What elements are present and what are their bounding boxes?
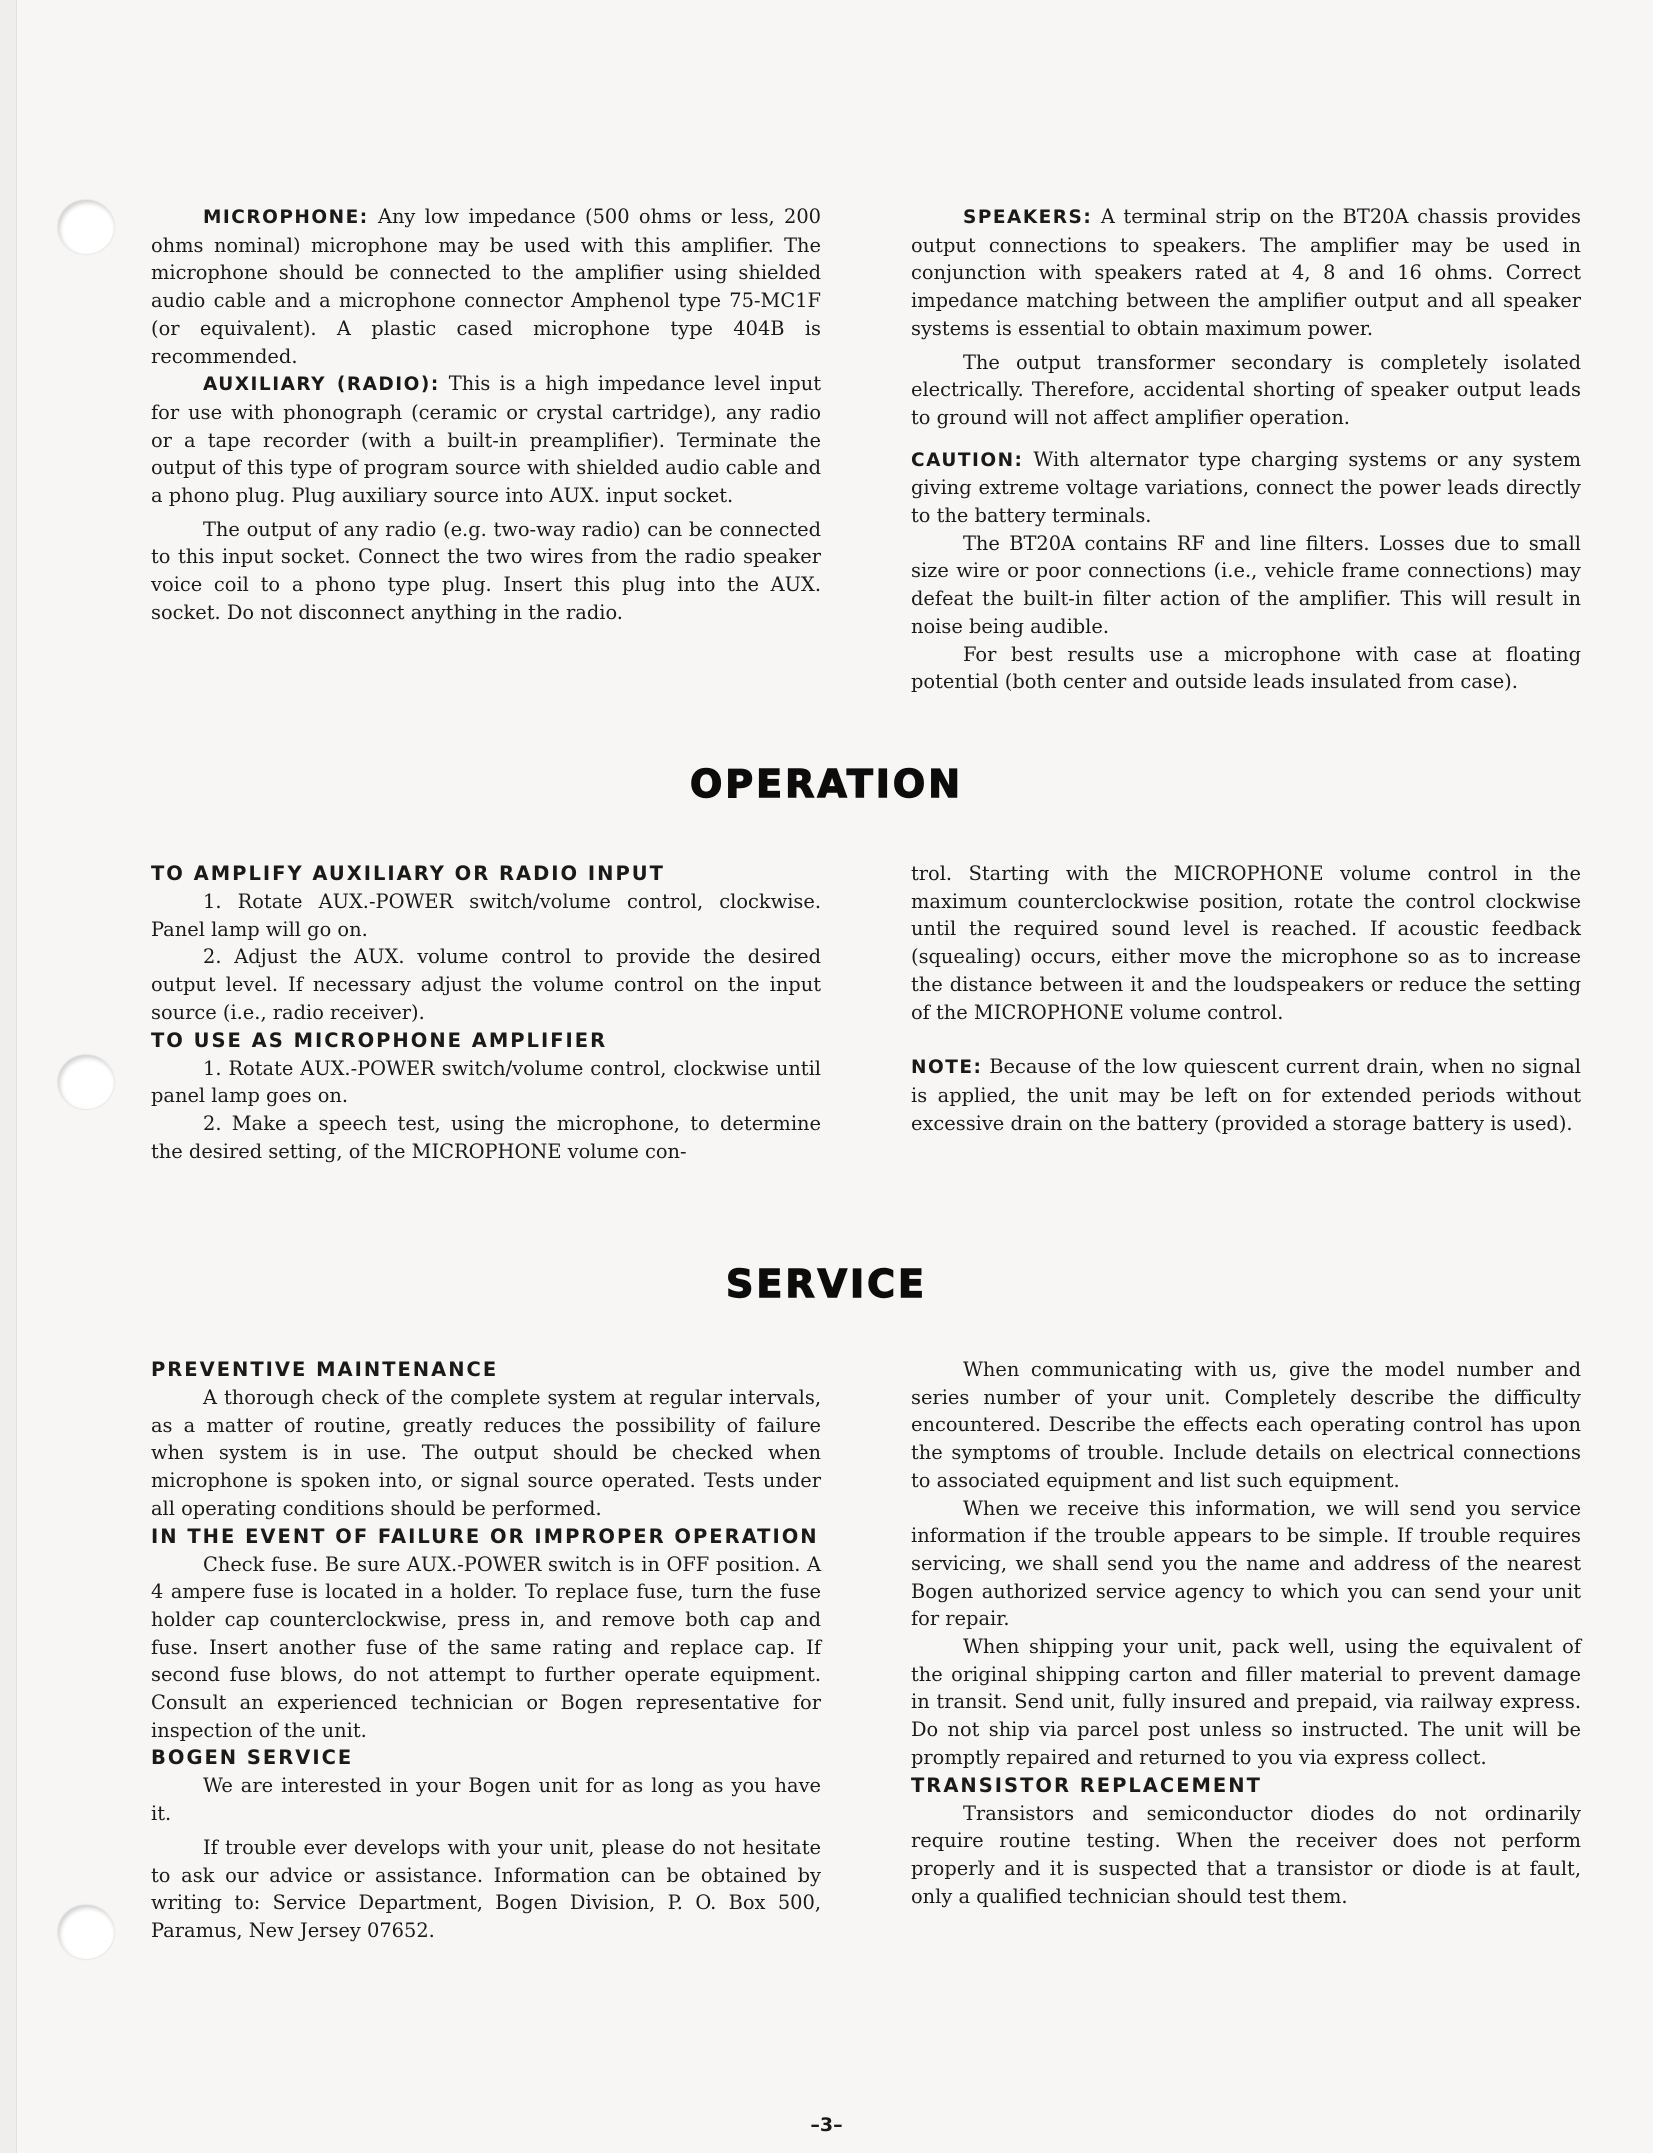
preventive-maintenance-text: A thorough check of the complete system at regular intervals, as a matter of routine, greatly reduces the possibility of failure when system is in use. The output should be checked when microphone is spoken into, or signal source operated. Tests under all operating conditions should be performed. [151,1386,821,1520]
transistor-replacement-heading: TRANSISTOR REPLACEMENT [911,1773,1262,1797]
failure-heading: IN THE EVENT OF FAILURE OR IMPROPER OPERATION [151,1524,819,1548]
auxiliary-lead: AUXILIARY (RADIO): [203,374,440,396]
note-lead: NOTE: [911,1057,983,1079]
operation-right-column [911,860,1581,1137]
punch-hole-top [58,200,114,254]
caution-text: With alternator type charging systems or any system giving extreme voltage variations, connect the power leads directly to the battery terminals. [911,447,1581,528]
installation-left-column [151,203,821,627]
bogen-service-heading: BOGEN SERVICE [151,1746,354,1770]
page-edge [0,0,17,2153]
caution-paragraph [911,446,1581,530]
punch-hole-middle [58,1055,114,1109]
operation-left-column [151,860,821,1165]
aux-step-2: 2. Adjust the AUX. volume control to provide the desired output level. If necessary adjust the volume control on the input source (i.e., radio receiver). [151,945,821,1024]
bogen-service-text-1: We are interested in your Bogen unit for as long as you have it. [151,1774,821,1826]
service-left-column [151,1356,821,1945]
installation-right-column [911,203,1581,696]
service-right-column [911,1356,1581,1910]
preventive-maintenance-heading: PREVENTIVE MAINTENANCE [151,1358,499,1381]
shipping-paragraph: When shipping your unit, pack well, using the equivalent of the original shipping carton and filler material to prevent damage in transit. Send unit, fully insured and prepaid, via railway express. Do not ship via parcel post unless so instructed. The unit will be promptly repaired and returned to you via express collect. [911,1635,1581,1769]
communicating-paragraph: When communicating with us, give the model number and series number of your unit. Completely describe the difficulty encountered. Describe the effects each operating control has upon the symptoms of trouble. Include details on electrical connections to associated equipment and list such equipment. [911,1358,1581,1492]
failure-text: Check fuse. Be sure AUX.-POWER switch is in OFF position. A 4 ampere fuse is located in a holder. To replace fuse, turn the fuse holder cap counterclockwise, press in, and remove both cap and fuse. Insert another fuse of the same rating and replace cap. If second fuse blows, do not attempt to further operate equipment. Consult an experienced technician or Bogen representative for inspection of the unit. [151,1552,821,1742]
service-title: SERVICE [726,1262,927,1306]
aux-step-1: 1. Rotate AUX.-POWER switch/volume control, clockwise. Panel lamp will go on. [151,890,821,941]
microphone-lead: MICROPHONE: [203,207,369,228]
mic-step-2-continued: trol. Starting with the MICROPHONE volume control in the maximum counterclockwise position, rotate the control clockwise until the required sound level is reached. If acoustic feedback (squealing) occurs, either move the microphone so as to increase the distance between it and the loudspeakers or reduce the setting of the MICROPHONE volume control. [911,862,1581,1024]
mic-step-2: 2. Make a speech test, using the microphone, to determine the desired setting, of the MICROPHONE volume con- [151,1111,821,1163]
microphone-text: Any low impedance (500 ohms or less, 200 ohms nominal) microphone may be used with this amplifier. The microphone should be connected to the amplifier using shielded audio cable and a microphone connector Amphenol type 75-MC1F (or equivalent). A plastic cased microphone type 404B is recommended. [151,205,821,368]
page-number: –3– [810,2114,843,2136]
mic-step-1: 1. Rotate AUX.-POWER switch/volume control, clockwise until panel lamp goes on. [151,1056,821,1108]
caution-lead: CAUTION: [911,449,1024,471]
bogen-service-text-2: If trouble ever develops with your unit, please do not hesitate to ask our advice or assistance. Information can be obtained by writing to: Service Department, Bogen Division, P. O. Box 500, Paramus, New Jersey 07652. [151,1835,821,1942]
speakers-text: A terminal strip on the BT20A chassis provides output connections to speakers. The amplifier may be used in conjunction with speakers rated at 4, 8 and 16 ohms. Correct impedance matching between the amplifier output and all speaker systems is essential to obtain maximum power. [911,205,1581,340]
auxiliary-text: This is a high impedance level input for use with phonograph (ceramic or crystal cartridge), any radio or a tape recorder (with a built-in preamplifier). Terminate the output of this type of program source with shielded audio cable and a phono plug. Plug auxiliary source into AUX. input socket. [151,372,821,508]
note-text: Because of the low quiescent current drain, when no signal is applied, the unit may be left on for extended periods without excessive drain on the battery (provided a storage battery is used). [911,1055,1581,1135]
punch-hole-bottom [58,1905,114,1959]
transistor-replacement-text: Transistors and semiconductor diodes do not ordinarily require routine testing. When the receiver does not perform properly and it is suspected that a transistor or diode is at fault, only a qualified technician should test them. [911,1801,1581,1908]
best-results-paragraph: For best results use a microphone with case at floating potential (both center and outside leads insulated from case). [911,642,1581,694]
radio-paragraph: The output of any radio (e.g. two-way radio) can be connected to this input socket. Connect the two wires from the radio speaker voice coil to a phono type plug. Insert this plug into the AUX. socket. Do not disconnect anything in the radio. [151,517,821,624]
mic-amplifier-heading: TO USE AS MICROPHONE AMPLIFIER [151,1028,608,1052]
aux-input-heading: TO AMPLIFY AUXILIARY OR RADIO INPUT [151,862,665,885]
spacer [911,1026,1581,1053]
note-paragraph [911,1053,1581,1137]
speakers-lead: SPEAKERS: [963,207,1093,228]
transformer-paragraph: The output transformer secondary is completely isolated electrically. Therefore, accidental shorting of speaker output leads to ground will not affect amplifier operation. [911,350,1581,429]
operation-title: OPERATION [690,762,963,806]
auxiliary-paragraph [151,370,821,510]
microphone-paragraph [151,203,821,370]
receive-paragraph: When we receive this information, we will send you service information if the trouble appears to be simple. If trouble requires servicing, we shall send you the name and address of the nearest Bogen authorized service agency to which you can send your unit for repair. [911,1496,1581,1631]
speakers-paragraph [911,203,1581,343]
filters-paragraph: The BT20A contains RF and line filters. Losses due to small size wire or poor connections (i.e., vehicle frame connections) may defeat the built-in filter action of the amplifier. This will result in noise being audible. [911,531,1581,638]
